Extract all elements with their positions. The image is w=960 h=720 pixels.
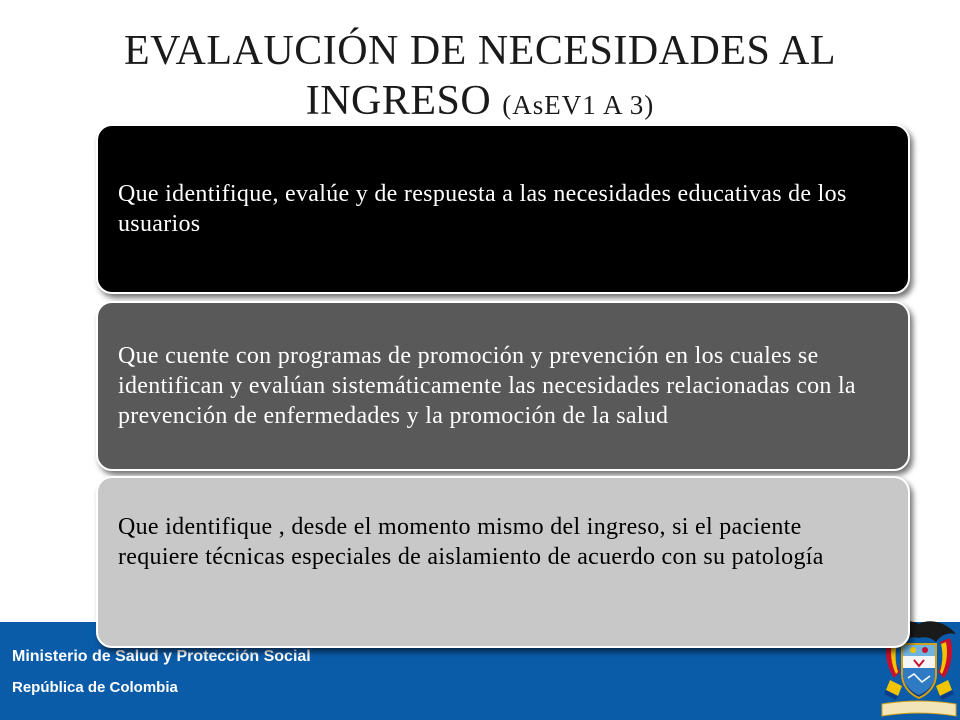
requirement-text-3: Que identifique , desde el momento mismo del ingreso, si el paciente requiere técnicas especiales de aislamiento de acuerdo con su patología [118, 514, 824, 570]
requirement-box-1 [96, 124, 910, 294]
requirement-text-1: Que identifique, evalúe y de respuesta a las necesidades educativas de los usuarios [118, 181, 847, 237]
requirement-box-3 [96, 476, 910, 648]
title-line-2: INGRESO [305, 78, 492, 124]
title-code: (AsEV1 A 3) [502, 90, 655, 120]
country-name: República de Colombia [12, 679, 178, 696]
requirement-box-2 [96, 301, 910, 471]
title-line-1: EVALAUCIÓN DE NECESIDADES AL [123, 28, 837, 74]
requirement-text-2: Que cuente con programas de promoción y prevención en los cuales se identifican y evalúan sistemáticamente las necesidades relacionadas con la prevención de enfermedades y la promoción de la salud [118, 343, 856, 429]
ministry-name: Ministerio de Salud y Protección Social [12, 648, 311, 665]
